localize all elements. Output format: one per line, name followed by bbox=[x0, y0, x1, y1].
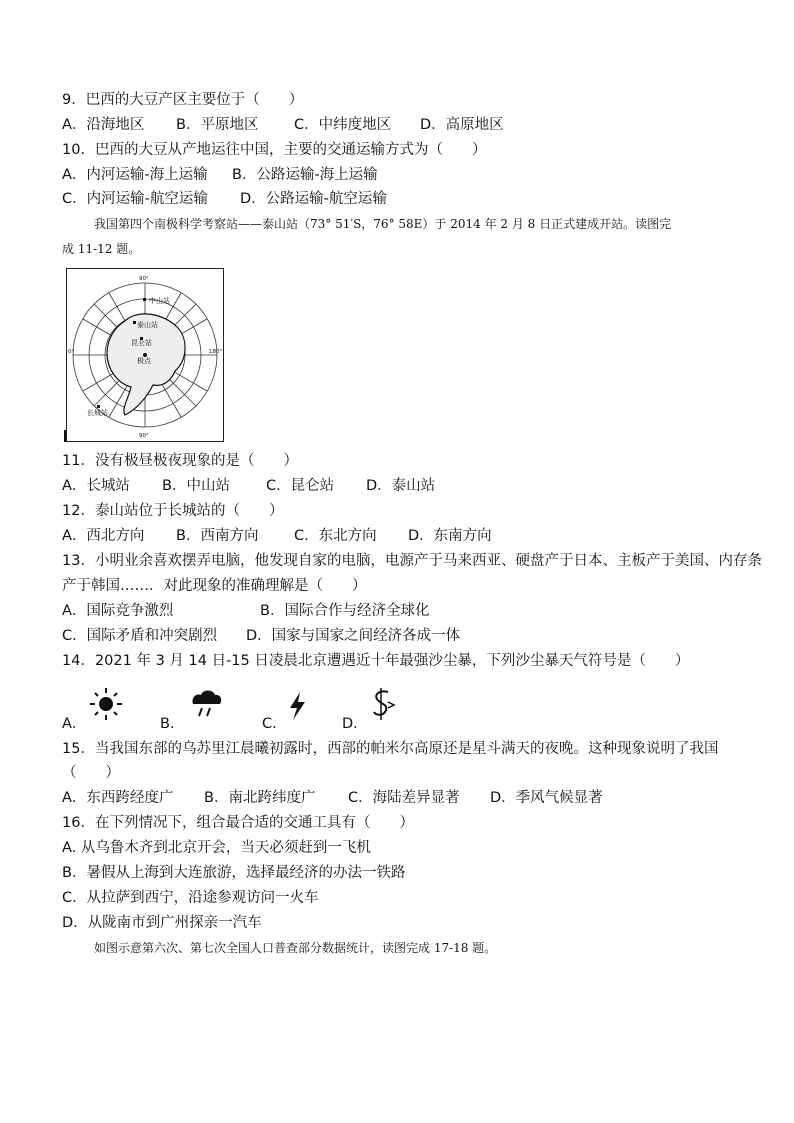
sandstorm-icon bbox=[368, 686, 398, 726]
question-16-option-d: D．从陇南市到广州探亲一汽车 bbox=[62, 915, 262, 931]
question-13-stem-line2: 产于韩国……．对此现象的准确理解是（ ） bbox=[62, 578, 367, 594]
antarctica-map-svg bbox=[67, 269, 223, 441]
option-d: D．高原地区 bbox=[420, 117, 504, 133]
antarctica-map bbox=[66, 268, 224, 442]
option-d: D．国家与国家之间经济各成一体 bbox=[246, 628, 461, 644]
intro-17-18: 如图示意第六次、第七次全国人口普查部分数据统计，读图完成 17-18 题。 bbox=[94, 941, 497, 955]
lightning-icon bbox=[284, 686, 312, 726]
option-b: B．国际合作与经济全球化 bbox=[260, 603, 430, 619]
option-a: A．长城站 bbox=[62, 478, 130, 494]
option-a-letter: A． bbox=[62, 716, 87, 732]
taishan-marker bbox=[133, 321, 136, 324]
lon-0-label: 0° bbox=[68, 349, 75, 355]
option-a: A．西北方向 bbox=[62, 528, 145, 544]
taishan-label: 泰山站 bbox=[137, 321, 158, 329]
kunlun-label: 昆仑站 bbox=[131, 339, 152, 347]
question-10-stem: 10．巴西的大豆从产地运往中国，主要的交通运输方式为（ ） bbox=[62, 142, 487, 158]
option-c: C．中纬度地区 bbox=[294, 117, 392, 133]
option-b: B．平原地区 bbox=[176, 117, 259, 133]
option-c: C．昆仑站 bbox=[266, 478, 335, 494]
question-16-option-c: C．从拉萨到西宁，沿途参观访问一火车 bbox=[62, 890, 319, 906]
option-b: B．南北跨纬度广 bbox=[204, 790, 316, 806]
option-d: D．季风气候显著 bbox=[490, 790, 603, 806]
option-c: C．东北方向 bbox=[294, 528, 377, 544]
changcheng-marker bbox=[97, 405, 100, 408]
changcheng-label: 长城站 bbox=[87, 409, 108, 417]
option-c: C．内河运输-航空运输 bbox=[62, 191, 208, 207]
question-13-stem-line1: 13．小明业余喜欢摆弄电脑，他发现自家的电脑，电源产于马来西亚、硬盘产于日本、主板产于美国、内存条 bbox=[62, 553, 762, 569]
lon-90e-label: 90° bbox=[139, 276, 149, 282]
option-b-letter: B． bbox=[160, 716, 185, 732]
question-11-stem: 11．没有极昼极夜现象的是（ ） bbox=[62, 453, 298, 469]
option-a: A．国际竞争激烈 bbox=[62, 603, 174, 619]
rain-cloud-icon bbox=[188, 686, 224, 726]
lon-90w-label: 90° bbox=[139, 433, 149, 439]
question-15-stem-line1: 15．当我国东部的乌苏里江晨曦初露时，西部的帕米尔高原还是星斗满天的夜晚。这种现象说明了我国 bbox=[62, 741, 719, 757]
lon-180-label: 180° bbox=[209, 349, 223, 355]
question-12-stem: 12．泰山站位于长城站的（ ） bbox=[62, 503, 284, 519]
zhongshan-marker bbox=[143, 298, 146, 301]
question-16-option-b: B．暑假从上海到大连旅游，选择最经济的办法一铁路 bbox=[62, 865, 406, 881]
pole-label: 极点 bbox=[137, 357, 151, 365]
option-d: D．公路运输-航空运输 bbox=[240, 191, 387, 207]
option-a: A．东西跨经度广 bbox=[62, 790, 174, 806]
zhongshan-label: 中山站 bbox=[149, 297, 170, 305]
option-d-letter: D． bbox=[342, 716, 368, 732]
intro-11-12-line2: 成 11-12 题。 bbox=[62, 242, 141, 256]
question-14-stem: 14．2021 年 3 月 14 日-15 日凌晨北京遭遇近十年最强沙尘暴，下列沙尘暴天气符号是（ ） bbox=[62, 653, 690, 669]
question-15-stem-line2: （ ） bbox=[62, 765, 120, 781]
sun-icon bbox=[88, 686, 124, 726]
intro-11-12-line1: 我国第四个南极科学考察站——泰山站（73° 51′S，76° 58E）于 2014 年 2 月 8 日正式建成开站。读图完 bbox=[94, 217, 672, 231]
option-c: C．国际矛盾和冲突剧烈 bbox=[62, 628, 218, 644]
question-16-option-a: A. 从乌鲁木齐到北京开会，当天必须赶到一飞机 bbox=[62, 840, 371, 856]
option-b: B．西南方向 bbox=[176, 528, 259, 544]
option-b: B．公路运输-海上运输 bbox=[232, 167, 378, 183]
option-b: B．中山站 bbox=[162, 478, 230, 494]
map-edge-mark bbox=[64, 430, 66, 442]
option-c-letter: C． bbox=[262, 716, 287, 732]
option-a: A．内河运输-海上运输 bbox=[62, 167, 208, 183]
question-9-stem: 9．巴西的大豆产区主要位于（ ） bbox=[62, 92, 304, 108]
option-a: A．沿海地区 bbox=[62, 117, 145, 133]
option-d: D．泰山站 bbox=[366, 478, 436, 494]
option-c: C．海陆差异显著 bbox=[348, 790, 460, 806]
question-16-stem: 16．在下列情况下，组合最合适的交通工具有（ ） bbox=[62, 815, 414, 831]
option-d: D．东南方向 bbox=[408, 528, 492, 544]
